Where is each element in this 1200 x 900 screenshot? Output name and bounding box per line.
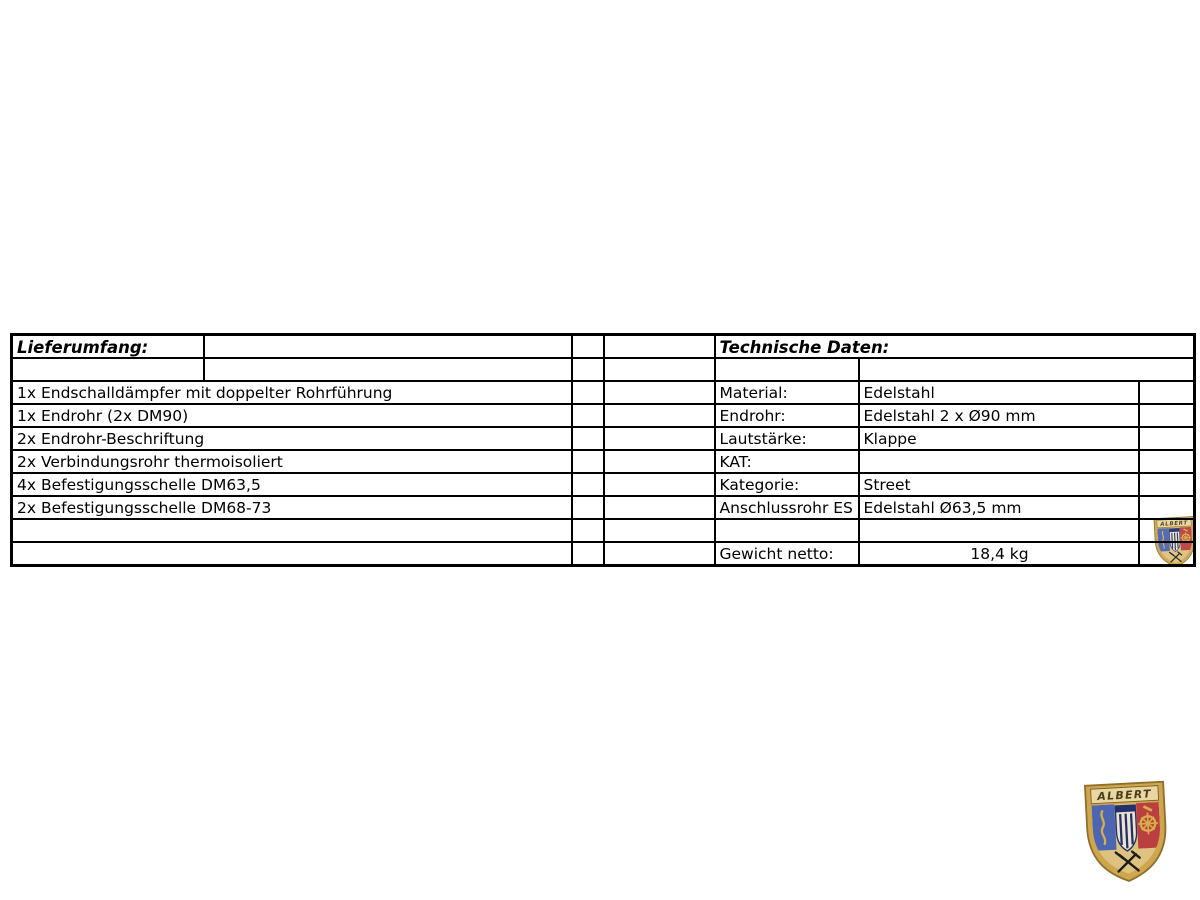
spacer-cell	[572, 450, 604, 473]
table-row	[12, 519, 1195, 542]
spec-table	[10, 333, 1196, 567]
table-row	[12, 496, 1195, 519]
table-row	[12, 473, 1195, 496]
spacer-cell	[12, 358, 204, 381]
spacer-cell	[1139, 404, 1195, 427]
spacer-cell	[1139, 496, 1195, 519]
table-row	[12, 542, 1195, 566]
spacer-cell	[1139, 542, 1195, 566]
tech-label: Lautstärke:	[715, 427, 859, 450]
spacer-cell	[604, 496, 715, 519]
tech-value	[859, 519, 1139, 542]
table-row	[12, 427, 1195, 450]
tech-title: Technische Daten:	[715, 335, 1195, 359]
spacer-cell	[1139, 450, 1195, 473]
spacer-cell	[572, 427, 604, 450]
table-row	[12, 450, 1195, 473]
spacer-cell	[204, 335, 572, 359]
delivery-item: 2x Verbindungsrohr thermoisoliert	[12, 450, 572, 473]
tech-label	[715, 519, 859, 542]
spacer-cell	[204, 358, 572, 381]
table-row	[12, 381, 1195, 404]
spacer-cell	[572, 335, 604, 359]
spacer-cell	[572, 358, 604, 381]
spacer-cell	[1139, 427, 1195, 450]
tech-value: Edelstahl Ø63,5 mm	[859, 496, 1139, 519]
tech-label: Gewicht netto:	[715, 542, 859, 566]
delivery-title: Lieferumfang:	[12, 335, 204, 359]
tech-label: Endrohr:	[715, 404, 859, 427]
tech-value: Edelstahl 2 x Ø90 mm	[859, 404, 1139, 427]
spacer-cell	[604, 358, 715, 381]
albert-crest-big	[1078, 777, 1174, 886]
spacer-cell	[604, 450, 715, 473]
tech-value	[859, 450, 1139, 473]
spacer-cell	[604, 473, 715, 496]
tech-value: Klappe	[859, 427, 1139, 450]
delivery-item	[12, 519, 572, 542]
table-row	[12, 404, 1195, 427]
tech-value: Edelstahl	[859, 381, 1139, 404]
tech-label: Material:	[715, 381, 859, 404]
table-row	[12, 358, 1195, 381]
spacer-cell	[604, 542, 715, 566]
tech-label: KAT:	[715, 450, 859, 473]
delivery-item: 1x Endschalldämpfer mit doppelter Rohrführung	[12, 381, 572, 404]
table-row	[12, 335, 1195, 359]
spacer-cell	[1139, 519, 1195, 542]
spec-table-wrap	[10, 333, 1196, 567]
delivery-item: 2x Befestigungsschelle DM68-73	[12, 496, 572, 519]
tech-value: Street	[859, 473, 1139, 496]
spacer-cell	[1139, 381, 1195, 404]
spacer-cell	[572, 496, 604, 519]
spacer-cell	[604, 335, 715, 359]
spacer-cell	[604, 519, 715, 542]
delivery-item: 4x Befestigungsschelle DM63,5	[12, 473, 572, 496]
spacer-cell	[572, 542, 604, 566]
spacer-cell	[604, 404, 715, 427]
spacer-cell	[715, 358, 859, 381]
spacer-cell	[572, 381, 604, 404]
spacer-cell	[572, 404, 604, 427]
delivery-item: 2x Endrohr-Beschriftung	[12, 427, 572, 450]
spacer-cell	[572, 473, 604, 496]
tech-label: Kategorie:	[715, 473, 859, 496]
spacer-cell	[859, 358, 1195, 381]
spacer-cell	[604, 427, 715, 450]
tech-label: Anschlussrohr ES	[715, 496, 859, 519]
spacer-cell	[604, 381, 715, 404]
tech-value: 18,4 kg	[859, 542, 1139, 566]
spacer-cell	[572, 519, 604, 542]
delivery-item	[12, 542, 572, 566]
spacer-cell	[1139, 473, 1195, 496]
delivery-item: 1x Endrohr (2x DM90)	[12, 404, 572, 427]
